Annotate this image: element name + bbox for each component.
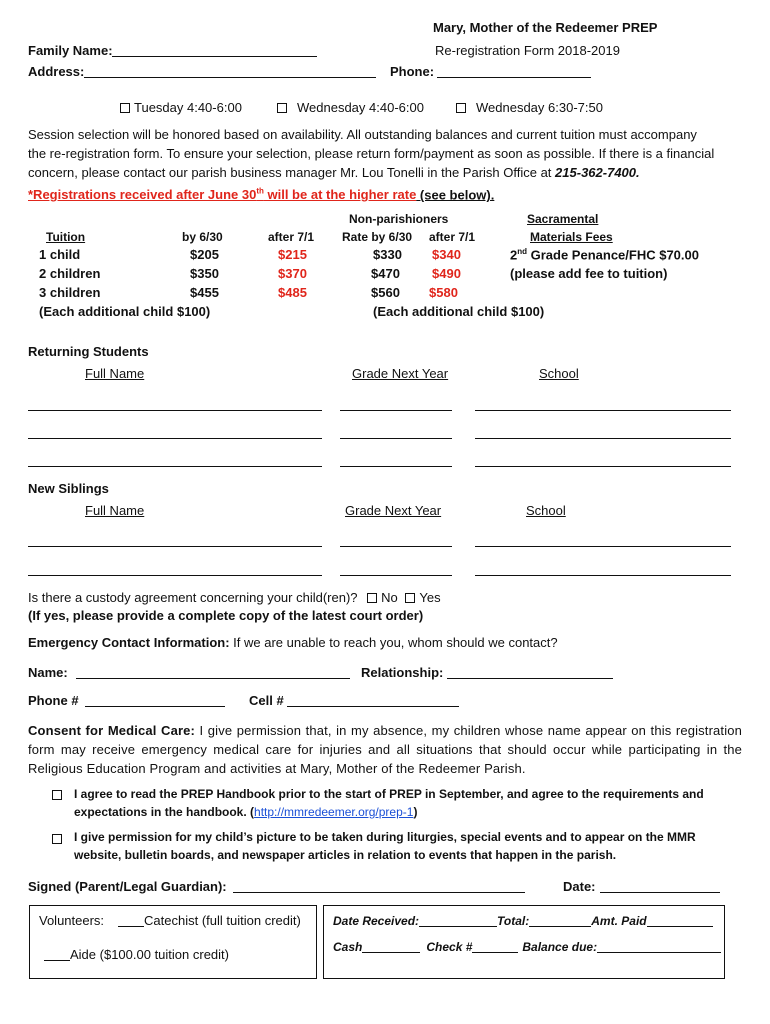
date-received-field[interactable] (419, 916, 497, 927)
total-field[interactable] (529, 916, 591, 927)
col-school: School (539, 366, 579, 381)
date-field[interactable] (600, 892, 720, 893)
relationship-field[interactable] (447, 678, 613, 679)
tuition-row-np-after: $580 (429, 285, 458, 300)
checkbox-icon[interactable] (456, 103, 466, 113)
tuition-row-np-after: $490 (432, 266, 461, 281)
check-field[interactable] (472, 942, 518, 953)
emergency-phone-field[interactable] (85, 706, 225, 707)
np-after-label: after 7/1 (429, 230, 476, 244)
session-option-2[interactable]: Wednesday 4:40-6:00 (277, 100, 424, 115)
intro-paragraph: Session selection will be honored based on availability. All outstanding balances and current tuition must accompany the re-registration form. To ensure your selection, please return form/payment as soon as possible. If there is a financial concern, please contact our parish business manager Mr. Lou Tonelli in the Parish Office at 215-362-7400. *Registrations received after June 30th will be at the higher rate (see below). (28, 127, 715, 203)
sac-fee: 2nd Grade Penance/FHC $70.00 (510, 247, 699, 263)
col-full-name: Full Name (85, 503, 145, 518)
custody-no-checkbox[interactable] (367, 593, 377, 603)
checkbox-icon[interactable] (277, 103, 287, 113)
family-name-field[interactable] (112, 56, 317, 57)
handbook-link[interactable]: http://mmredeemer.org/prep-1 (254, 805, 414, 819)
returning-school-field[interactable] (475, 438, 731, 439)
custody-yes-checkbox[interactable] (405, 593, 415, 603)
returning-grade-field[interactable] (340, 410, 452, 411)
emergency-phone-label: Phone # (28, 693, 79, 708)
checkbox-icon[interactable] (120, 103, 130, 113)
emergency-section: Emergency Contact Information: If we are unable to reach you, whom should we contact? (28, 635, 558, 650)
cash-field[interactable] (362, 942, 420, 953)
signed-label: Signed (Parent/Legal Guardian): (28, 879, 227, 894)
tuition-row-np-by: $560 (371, 285, 400, 300)
tuition-row-np-by: $470 (371, 266, 400, 281)
handbook-checkbox-wrap[interactable] (52, 787, 66, 802)
parish-phone: 215-362-7400. (555, 165, 640, 180)
tuition-row-by: $205 (190, 247, 219, 262)
relationship-label: Relationship: (361, 665, 444, 680)
address-label: Address: (28, 64, 85, 79)
phone-label: Phone: (390, 64, 435, 79)
org-title: Mary, Mother of the Redeemer PREP (433, 20, 658, 35)
tuition-row-after: $485 (278, 285, 307, 300)
handbook-checkbox[interactable] (52, 790, 62, 800)
sibling-grade-field[interactable] (340, 546, 452, 547)
custody-question: Is there a custody agreement concerning your child(ren)? No Yes (28, 590, 441, 605)
returning-grade-field[interactable] (340, 466, 452, 467)
session-option-1[interactable]: Tuesday 4:40-6:00 (120, 100, 242, 115)
tuition-row-after: $215 (278, 247, 307, 262)
tuition-row-label: 3 children (39, 285, 101, 300)
sac-header-1: Sacramental (527, 212, 599, 226)
sibling-name-field[interactable] (28, 575, 322, 576)
returning-name-field[interactable] (28, 438, 322, 439)
emergency-name-label: Name: (28, 665, 68, 680)
cell-label: Cell # (249, 693, 284, 708)
sac-header-2: Materials Fees (530, 230, 613, 244)
tuition-row-label: 2 children (39, 266, 101, 281)
office-line-1: Date Received: Total: Amt. Paid (333, 914, 713, 928)
returning-school-field[interactable] (475, 410, 731, 411)
emergency-name-field[interactable] (76, 678, 350, 679)
aide-line: Aide ($100.00 tuition credit) (44, 947, 229, 962)
consent-paragraph: Consent for Medical Care: I give permission that, in my absence, my children whose name appear on this registration form may receive emergency medical care for injuries and all situations that should occur while participating in the Religious Education Program and activities at Mary, Mother of the Redeemer Parish. (28, 723, 742, 776)
np-header: Non-parishioners (349, 212, 449, 226)
col-full-name: Full Name (85, 366, 145, 381)
col-school: School (526, 503, 566, 518)
returning-name-field[interactable] (28, 466, 322, 467)
photo-checkbox[interactable] (52, 834, 62, 844)
date-label: Date: (563, 879, 596, 894)
tuition-row-after: $370 (278, 266, 307, 281)
handbook-agreement: I agree to read the PREP Handbook prior to the start of PREP in September, and agree to the requirements and expectations in the handbook. (http://mmredeemer.org/prep-1) (74, 787, 704, 819)
returning-school-field[interactable] (475, 466, 731, 467)
by-label: by 6/30 (182, 230, 223, 244)
office-line-2: Cash Check # Balance due: (333, 940, 721, 954)
custody-note: (If yes, please provide a complete copy of the latest court order) (28, 608, 424, 623)
returning-title: Returning Students (28, 344, 149, 359)
returning-grade-field[interactable] (340, 438, 452, 439)
sac-note: (please add fee to tuition) (510, 266, 668, 281)
catechist-field[interactable] (118, 915, 144, 927)
family-name-label: Family Name: (28, 43, 113, 58)
phone-field[interactable] (437, 77, 591, 78)
form-title: Re-registration Form 2018-2019 (435, 43, 620, 58)
tuition-row-by: $350 (190, 266, 219, 281)
tuition-row-np-by: $330 (373, 247, 402, 262)
volunteers-line: Volunteers: Catechist (full tuition credit) (39, 913, 301, 928)
amt-paid-field[interactable] (647, 916, 713, 927)
address-field[interactable] (84, 77, 376, 78)
returning-name-field[interactable] (28, 410, 322, 411)
tuition-row-by: $455 (190, 285, 219, 300)
cell-field[interactable] (287, 706, 459, 707)
signature-field[interactable] (233, 892, 525, 893)
np-additional-child: (Each additional child $100) (373, 304, 545, 319)
siblings-title: New Siblings (28, 481, 109, 496)
sibling-name-field[interactable] (28, 546, 322, 547)
sibling-school-field[interactable] (475, 575, 731, 576)
late-warning: *Registrations received after June 30th will be at the higher rate (28, 187, 417, 203)
col-grade: Grade Next Year (345, 503, 442, 518)
sibling-grade-field[interactable] (340, 575, 452, 576)
photo-checkbox-wrap[interactable] (52, 831, 66, 846)
col-grade: Grade Next Year (352, 366, 449, 381)
tuition-row-label: 1 child (39, 247, 81, 262)
balance-field[interactable] (597, 942, 721, 953)
additional-child: (Each additional child $100) (39, 304, 211, 319)
tuition-label: Tuition (46, 230, 86, 244)
aide-field[interactable] (44, 949, 70, 961)
sibling-school-field[interactable] (475, 546, 731, 547)
session-option-3[interactable]: Wednesday 6:30-7:50 (456, 100, 603, 115)
tuition-row-np-after: $340 (432, 247, 461, 262)
np-rate-label: Rate by 6/30 (342, 230, 413, 244)
after-label: after 7/1 (268, 230, 315, 244)
photo-permission: I give permission for my child’s picture to be taken during liturgies, special events and to appear on the MMR website, bulletin boards, and newspaper articles in relation to events that happen in the parish. (74, 830, 696, 862)
